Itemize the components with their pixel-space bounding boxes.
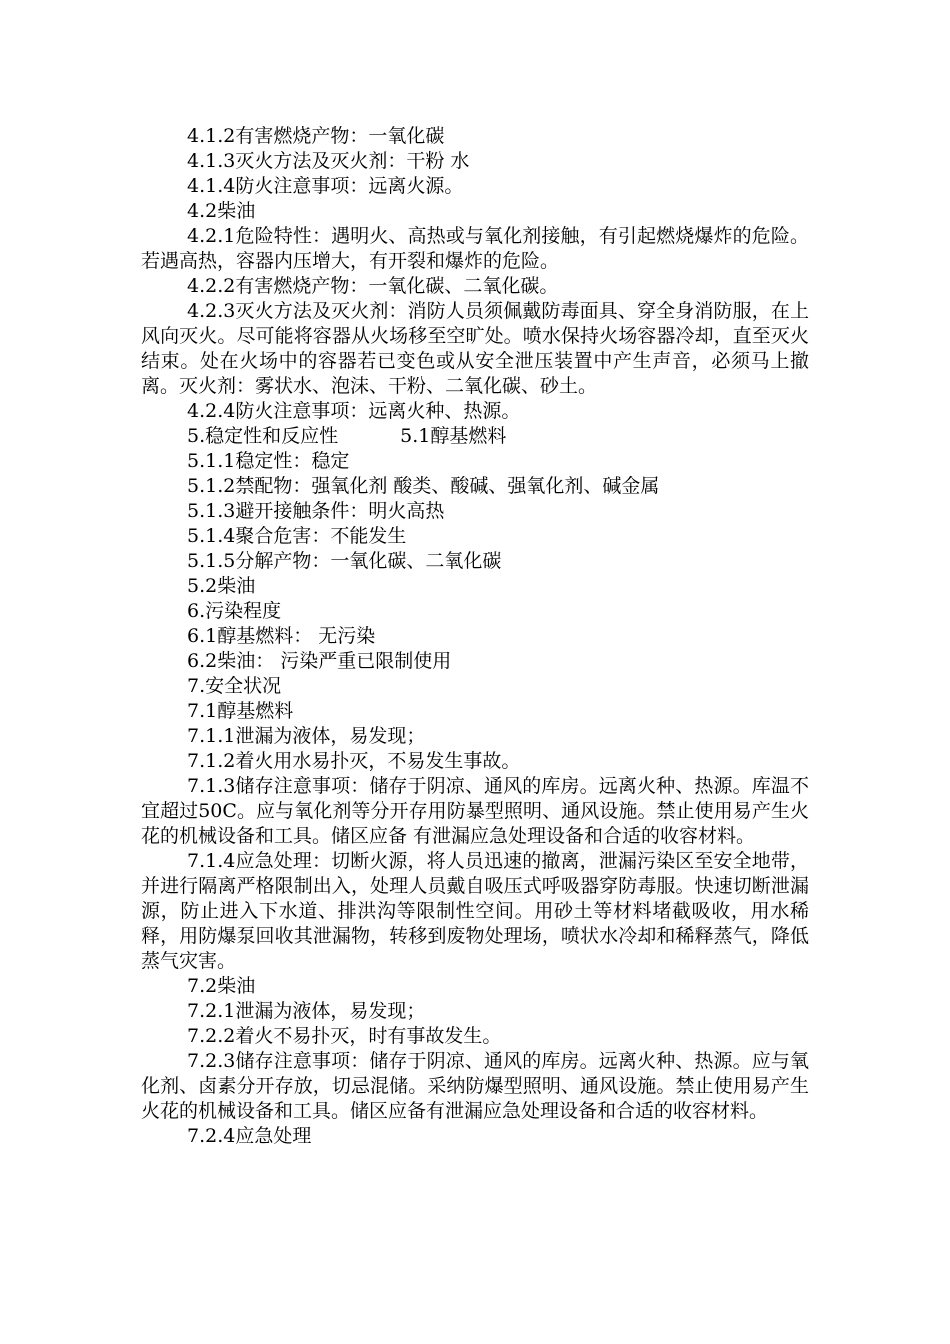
section-heading-4-2: 4.2柴油 — [187, 200, 256, 222]
section-heading-5 — [141, 424, 809, 449]
text-line-7-2-2: 7.2.2着火不易扑灭，时有事故发生。 — [187, 1025, 502, 1047]
text-line-4-2-2: 4.2.2有害燃烧产物：一氧化碳、二氧化碳。 — [187, 275, 559, 297]
text-line-5-1-1: 5.1.1稳定性：稳定 — [187, 450, 350, 472]
text-line-4-1-3: 4.1.3灭火方法及灭火剂：干粉 水 — [187, 150, 470, 172]
text-line-5-1-5: 5.1.5分解产物：一氧化碳、二氧化碳 — [187, 550, 502, 572]
paragraph-7-1-4: 7.1.4应急处理：切断火源，将人员迅速的撤离，泄漏污染区至安全地带，并进行隔离严格限制出入，处理人员戴自吸压式呼吸器穿防毒服。快速切断泄漏源，防止进入下水道、排洪沟等限制性空间。用砂土等材料堵截吸收，用水稀释，用防爆泵回收其泄漏物，转移到废物处理场，喷状水冷却和稀释蒸气，降低蒸气灾害。 — [141, 850, 809, 972]
text-line-4-2-4: 4.2.4防火注意事项：远离火种、热源。 — [187, 400, 521, 422]
section-heading-7-2: 7.2柴油 — [187, 975, 256, 997]
text-line-5-1-2: 5.1.2禁配物：强氧化剂 酸类、酸碱、强氧化剂、碱金属 — [187, 475, 660, 497]
text-line-7-2-1: 7.2.1泄漏为液体，易发现； — [187, 1000, 426, 1022]
document-body — [141, 124, 809, 1149]
text-line-7-1-1: 7.1.1泄漏为液体，易发现； — [187, 725, 426, 747]
section-heading-5-1: 5.1醇基燃料 — [400, 425, 507, 447]
paragraph-7-2-3: 7.2.3储存注意事项：储存于阴凉、通风的库房。远离火种、热源。应与氧化剂、卤素分开存放，切忌混储。采纳防爆型照明、通风设施。禁止使用易产生火花的机械设备和工具。储区应备有泄漏应急处理设备和合适的收容材料。 — [141, 1050, 809, 1122]
text-line-6-1: 6.1醇基燃料： 无污染 — [187, 625, 376, 647]
paragraph-4-2-3: 4.2.3灭火方法及灭火剂：消防人员须佩戴防毒面具、穿全身消防服，在上风向灭火。尽可能将容器从火场移至空旷处。喷水保持火场容器冷却，直至灭火结束。处在火场中的容器若已变色或从安全泄压装置中产生声音，必须马上撤离。灭火剂：雾状水、泡沫、干粉、二氧化碳、砂土。 — [141, 300, 809, 397]
section-heading-5-title: 5.稳定性和反应性 — [187, 425, 339, 447]
text-line-4-1-4: 4.1.4防火注意事项：远离火源。 — [187, 175, 464, 197]
text-line-5-1-4: 5.1.4聚合危害：不能发生 — [187, 525, 407, 547]
text-line-7-1-2: 7.1.2着火用水易扑灭，不易发生事故。 — [187, 750, 521, 772]
paragraph-7-1-3: 7.1.3储存注意事项：储存于阴凉、通风的库房。远离火种、热源。库温不宜超过50C。应与氧化剂等分开存用防暴型照明、通风设施。禁止使用易产生火花的机械设备和工具。储区应备 有泄漏应急处理设备和合适的收容材料。 — [141, 775, 809, 847]
section-heading-5-2: 5.2柴油 — [187, 575, 256, 597]
text-line-5-1-3: 5.1.3避开接触条件：明火高热 — [187, 500, 445, 522]
section-heading-6: 6.污染程度 — [187, 600, 282, 622]
paragraph-4-2-1: 4.2.1危险特性：遇明火、高热或与氧化剂接触，有引起燃烧爆炸的危险。若遇高热，容器内压增大，有开裂和爆炸的危险。 — [141, 225, 809, 272]
text-line-4-1-2: 4.1.2有害燃烧产物：一氧化碳 — [187, 125, 445, 147]
text-line-6-2: 6.2柴油： 污染严重已限制使用 — [187, 650, 452, 672]
section-heading-7: 7.安全状况 — [187, 675, 282, 697]
section-heading-7-1: 7.1醇基燃料 — [187, 700, 294, 722]
text-line-7-2-4: 7.2.4应急处理 — [187, 1125, 312, 1147]
